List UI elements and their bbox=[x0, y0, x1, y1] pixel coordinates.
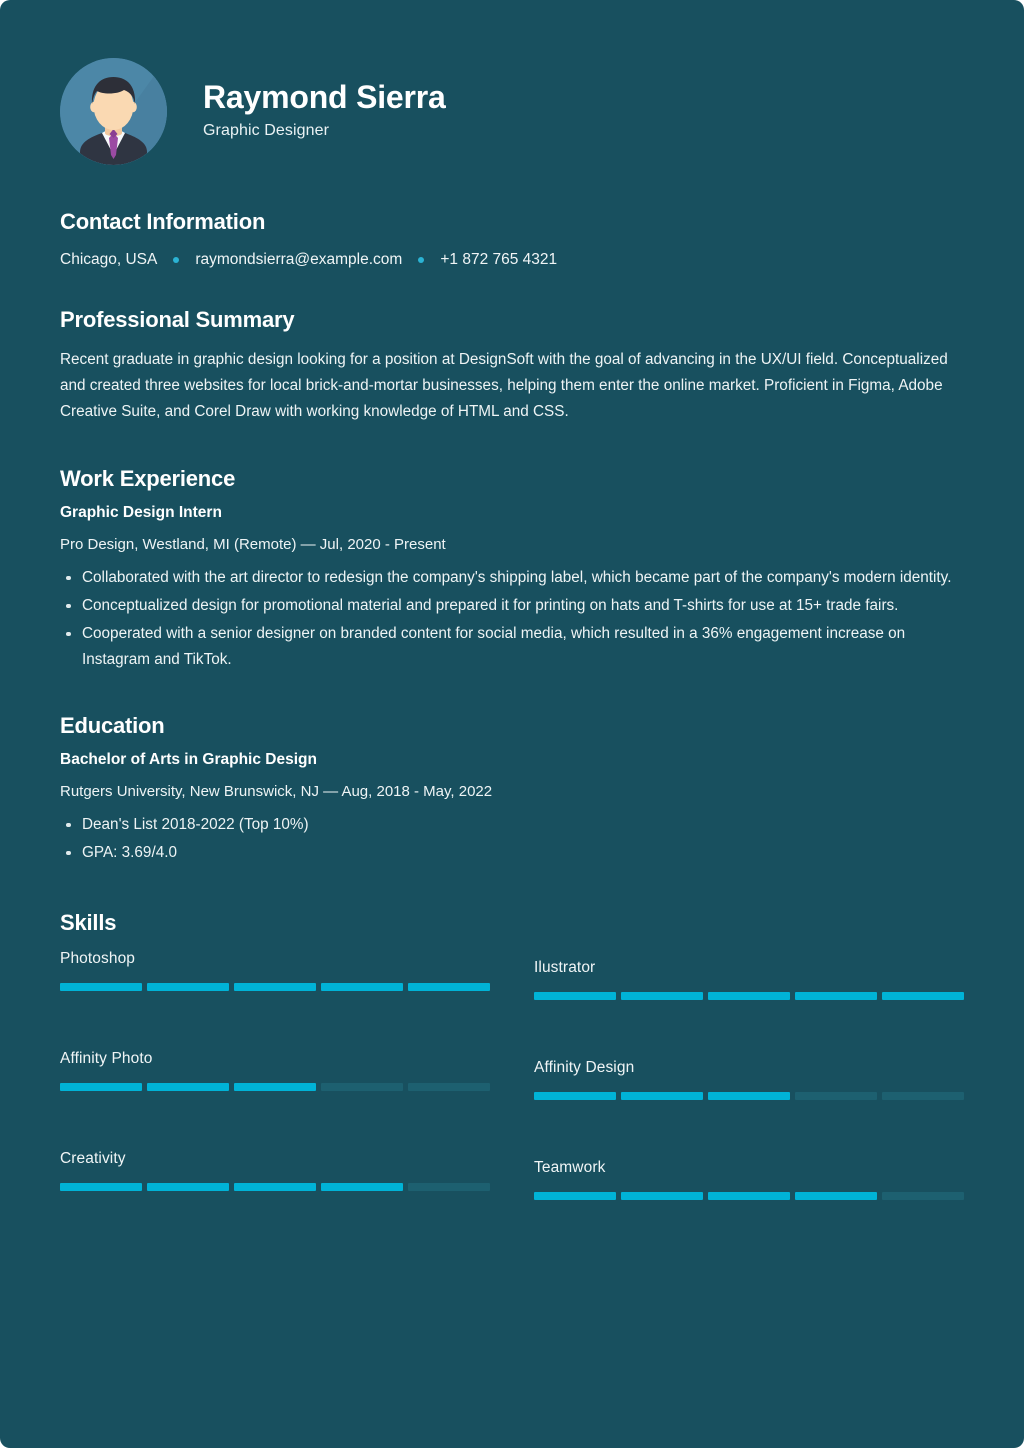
summary-section bbox=[60, 307, 964, 426]
skills-section bbox=[60, 910, 964, 1250]
skill-rating-bar bbox=[60, 983, 490, 991]
skill-label: Affinity Photo bbox=[60, 1049, 153, 1067]
summary-heading: Professional Summary bbox=[60, 306, 295, 332]
contact-line bbox=[60, 249, 964, 271]
page-title: Raymond Sierra bbox=[203, 79, 446, 116]
list-item: Collaborated with the art director to redesign the company's shipping label, which became part of the company's modern identity. bbox=[60, 565, 964, 591]
skill-rating-bar bbox=[534, 1092, 964, 1100]
skill-segment-filled bbox=[234, 983, 316, 991]
list-item: Dean's List 2018-2022 (Top 10%) bbox=[60, 812, 964, 838]
skill-item bbox=[60, 950, 490, 1000]
skill-segment-filled bbox=[534, 1192, 616, 1200]
experience-company-dates: Pro Design, Westland, MI (Remote) — Jul, 2020 - Present bbox=[60, 535, 446, 553]
summary-text: Recent graduate in graphic design looking for a position at DesignSoft with the goal of advancing in the UX/UI field. Conceptualized and created three websites for local brick-and-mortar businesses, helping them enter the online market. Proficient in Figma, Adobe Creative Suite, and Corel Draw with working knowledge of HTML and CSS. bbox=[60, 350, 948, 421]
skill-segment-filled bbox=[882, 992, 964, 1000]
skill-segment-filled bbox=[321, 983, 403, 991]
education-degree: Bachelor of Arts in Graphic Design bbox=[60, 750, 317, 768]
experience-bullet-list bbox=[60, 565, 964, 673]
skill-segment-filled bbox=[621, 992, 703, 1000]
skill-label: Ilustrator bbox=[534, 958, 596, 976]
job-title: Graphic Designer bbox=[203, 121, 330, 139]
skill-segment-empty bbox=[795, 1092, 877, 1100]
skill-segment-filled bbox=[795, 1192, 877, 1200]
list-item: Cooperated with a senior designer on branded content for social media, which resulted in a 36% engagement increase on Instagram and TikTok. bbox=[60, 621, 964, 673]
contact-location: Chicago, USA bbox=[60, 251, 158, 268]
contact-section bbox=[60, 209, 964, 271]
skill-segment-filled bbox=[621, 1192, 703, 1200]
skill-item bbox=[534, 1059, 964, 1100]
skill-segment-filled bbox=[60, 983, 142, 991]
skill-segment-empty bbox=[882, 1092, 964, 1100]
skill-item bbox=[60, 1050, 490, 1100]
skill-segment-filled bbox=[60, 1183, 142, 1191]
skill-rating-bar bbox=[60, 1183, 490, 1191]
user-avatar-illustration bbox=[60, 58, 167, 165]
skill-label: Teamwork bbox=[534, 1158, 606, 1176]
contact-email[interactable]: raymondsierra@example.com bbox=[195, 251, 403, 268]
contact-separator-dot-icon bbox=[418, 257, 424, 263]
skill-segment-filled bbox=[708, 1092, 790, 1100]
skill-segment-filled bbox=[534, 992, 616, 1000]
skill-label: Affinity Design bbox=[534, 1058, 635, 1076]
skill-segment-filled bbox=[147, 983, 229, 991]
skill-segment-empty bbox=[408, 1083, 490, 1091]
skill-segment-filled bbox=[60, 1083, 142, 1091]
skill-segment-empty bbox=[882, 1192, 964, 1200]
skill-segment-empty bbox=[321, 1083, 403, 1091]
education-school-dates: Rutgers University, New Brunswick, NJ — Aug, 2018 - May, 2022 bbox=[60, 782, 493, 800]
skill-label: Photoshop bbox=[60, 949, 136, 967]
header-text-block bbox=[203, 79, 446, 144]
skill-segment-filled bbox=[708, 1192, 790, 1200]
skill-segment-filled bbox=[234, 1083, 316, 1091]
education-entry bbox=[60, 751, 964, 866]
list-item: GPA: 3.69/4.0 bbox=[60, 840, 964, 866]
experience-entry bbox=[60, 504, 964, 673]
skill-item bbox=[534, 959, 964, 1000]
contact-phone[interactable]: +1 872 765 4321 bbox=[440, 251, 558, 268]
skill-item bbox=[534, 1159, 964, 1200]
education-section bbox=[60, 713, 964, 866]
list-item: Conceptualized design for promotional material and prepared it for printing on hats and T-shirts for use at 15+ trade fairs. bbox=[60, 593, 964, 619]
education-bullet-list bbox=[60, 812, 964, 866]
skill-rating-bar bbox=[534, 1192, 964, 1200]
skill-segment-filled bbox=[408, 983, 490, 991]
skill-segment-filled bbox=[708, 992, 790, 1000]
skill-segment-filled bbox=[621, 1092, 703, 1100]
avatar bbox=[60, 58, 167, 165]
skill-label: Creativity bbox=[60, 1149, 126, 1167]
skill-segment-filled bbox=[234, 1183, 316, 1191]
experience-job-title: Graphic Design Intern bbox=[60, 503, 222, 521]
experience-section bbox=[60, 466, 964, 673]
skill-segment-filled bbox=[147, 1183, 229, 1191]
resume-header bbox=[60, 0, 964, 165]
skills-grid bbox=[60, 950, 964, 1250]
contact-separator-dot-icon bbox=[173, 257, 179, 263]
education-heading: Education bbox=[60, 712, 165, 738]
contact-heading: Contact Information bbox=[60, 209, 266, 234]
skill-segment-filled bbox=[795, 992, 877, 1000]
experience-heading: Work Experience bbox=[60, 465, 236, 491]
skill-segment-filled bbox=[321, 1183, 403, 1191]
skills-heading: Skills bbox=[60, 909, 117, 935]
skill-segment-filled bbox=[534, 1092, 616, 1100]
skill-item bbox=[60, 1150, 490, 1200]
skill-segment-empty bbox=[408, 1183, 490, 1191]
skill-rating-bar bbox=[534, 992, 964, 1000]
skill-rating-bar bbox=[60, 1083, 490, 1091]
skill-segment-filled bbox=[147, 1083, 229, 1091]
